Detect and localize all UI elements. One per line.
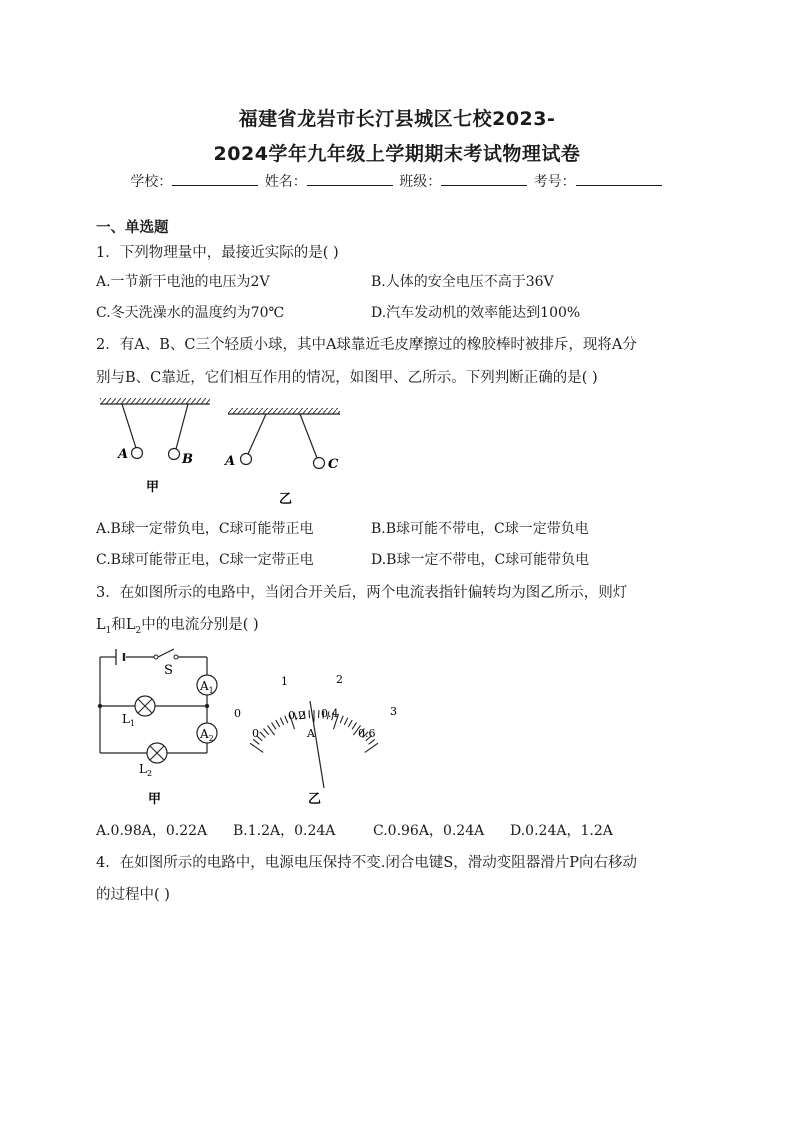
meter-tick <box>253 739 259 744</box>
ceiling-yi <box>228 408 340 414</box>
ball-b-label: B <box>182 452 193 467</box>
ball-a-label-yi: A <box>225 454 236 469</box>
svg-text:L2: $L_2$ <box>139 762 153 778</box>
caption-yi: 乙 <box>279 492 293 507</box>
q3-stem-line2: $L_1$和$L_2$中的电流分别是( ) <box>96 617 259 636</box>
q4-stem-line2: 的过程中( ) <box>96 887 170 903</box>
ball-a-jia <box>132 448 143 459</box>
number-label: 考号： <box>533 174 576 190</box>
section-heading: 一、单选题 <box>96 220 169 236</box>
q3-option-c[interactable]: C.0.96A，0.24A <box>373 823 485 839</box>
switch-label: S <box>164 663 173 678</box>
switch-contact <box>154 655 158 659</box>
svg-text:L1: $L_1$ <box>122 712 136 728</box>
ball-b <box>169 449 180 460</box>
q3-stem-line1: 3．在如图所示的电路中，当闭合开关后，两个电流表指针偏转均为图乙所示，则灯 <box>96 585 628 601</box>
svg-text:2: 2 <box>336 673 343 686</box>
meter-tick <box>352 723 356 730</box>
class-label: 班级： <box>399 174 442 190</box>
ball-a-yi <box>241 454 252 465</box>
name-field[interactable] <box>307 173 393 186</box>
q2-option-a[interactable]: A.B球一定带负电，C球可能带正电 <box>96 521 314 537</box>
meter-tick <box>318 710 319 718</box>
meter-tick <box>260 732 266 738</box>
school-field[interactable] <box>172 173 258 186</box>
q1-option-d[interactable]: D.汽车发动机的效率能达到100% <box>371 305 581 321</box>
q2-option-b[interactable]: B.B球可能不带电，C球一定带负电 <box>371 521 589 537</box>
meter-tick <box>280 718 283 725</box>
ball-c <box>314 458 325 469</box>
q3-option-d[interactable]: D.0.24A，1.2A <box>510 823 613 839</box>
ceiling-jia <box>100 398 210 404</box>
q1-option-b[interactable]: B.人体的安全电压不高于36V <box>371 274 554 290</box>
exam-title-line1: 福建省龙岩市长汀县城区七校2023- <box>238 108 556 130</box>
q4-stem-line1: 4．在如图所示的电路中，电源电压保持不变.闭合电键S，滑动变阻器滑片P向右移动 <box>96 855 638 871</box>
q3-option-b[interactable]: B.1.2A，0.24A <box>233 823 336 839</box>
thread-a-yi <box>248 414 266 454</box>
svg-text:0: 0 <box>252 727 259 740</box>
student-info <box>0 171 794 191</box>
meter-tick <box>264 729 269 735</box>
q1-stem: 1．下列物理量中，最接近实际的是( ) <box>96 245 339 261</box>
q2-option-c[interactable]: C.B球可能带正电，C球一定带正电 <box>96 552 314 568</box>
q1-option-a[interactable]: A.一节新干电池的电压为2V <box>96 274 270 290</box>
ball-a-label-jia: A <box>118 447 129 462</box>
q2-stem-line1: 2．有A、B、C三个轻质小球，其中A球靠近毛皮摩擦过的橡胶棒时被排斥，现将A分 <box>96 337 637 353</box>
q3-option-a[interactable]: A.0.98A，0.22A <box>96 823 208 839</box>
svg-text:0.6: 0.6 <box>358 727 376 740</box>
q2-figure <box>96 392 346 507</box>
svg-text:0.2: 0.2 <box>288 709 306 722</box>
meter-tick <box>276 720 280 727</box>
caption-yi: 乙 <box>308 792 322 807</box>
thread-c <box>300 414 317 458</box>
meter-tick <box>309 710 310 718</box>
meter-unit: A <box>307 727 315 740</box>
meter-tick <box>365 743 378 752</box>
svg-text:0: 0 <box>234 707 241 720</box>
svg-text:0.4: 0.4 <box>321 707 339 720</box>
caption-jia: 甲 <box>146 480 160 495</box>
thread-a-jia <box>122 404 136 448</box>
svg-text:A1: $A_1$ <box>200 679 214 695</box>
svg-text:1: 1 <box>281 675 288 688</box>
q3-figure <box>96 643 416 813</box>
q1-option-c[interactable]: C.冬天洗澡水的温度约为70℃ <box>96 305 285 321</box>
meter-tick <box>369 739 375 744</box>
q2-stem-line2: 别与B、C靠近，它们相互作用的情况，如图甲、乙所示。下列判断正确的是( ) <box>96 370 598 386</box>
svg-text:3: 3 <box>390 705 397 718</box>
number-field[interactable] <box>576 173 662 186</box>
meter-tick <box>344 718 347 725</box>
exam-title-line2: 2024学年九年级上学期期末考试物理试卷 <box>213 143 581 165</box>
ball-c-label: C <box>328 457 339 472</box>
school-label: 学校： <box>130 174 173 190</box>
q2-option-d[interactable]: D.B球一定不带电，C球可能带负电 <box>371 552 590 568</box>
thread-b <box>176 404 188 449</box>
meter-tick <box>340 716 343 723</box>
meter-tick <box>272 723 276 730</box>
svg-text:A2: $A_2$ <box>200 727 214 743</box>
meter-tick <box>348 720 352 727</box>
name-label: 姓名： <box>264 174 307 190</box>
meter-tick <box>250 743 263 752</box>
caption-jia: 甲 <box>148 792 162 807</box>
class-field[interactable] <box>441 173 527 186</box>
